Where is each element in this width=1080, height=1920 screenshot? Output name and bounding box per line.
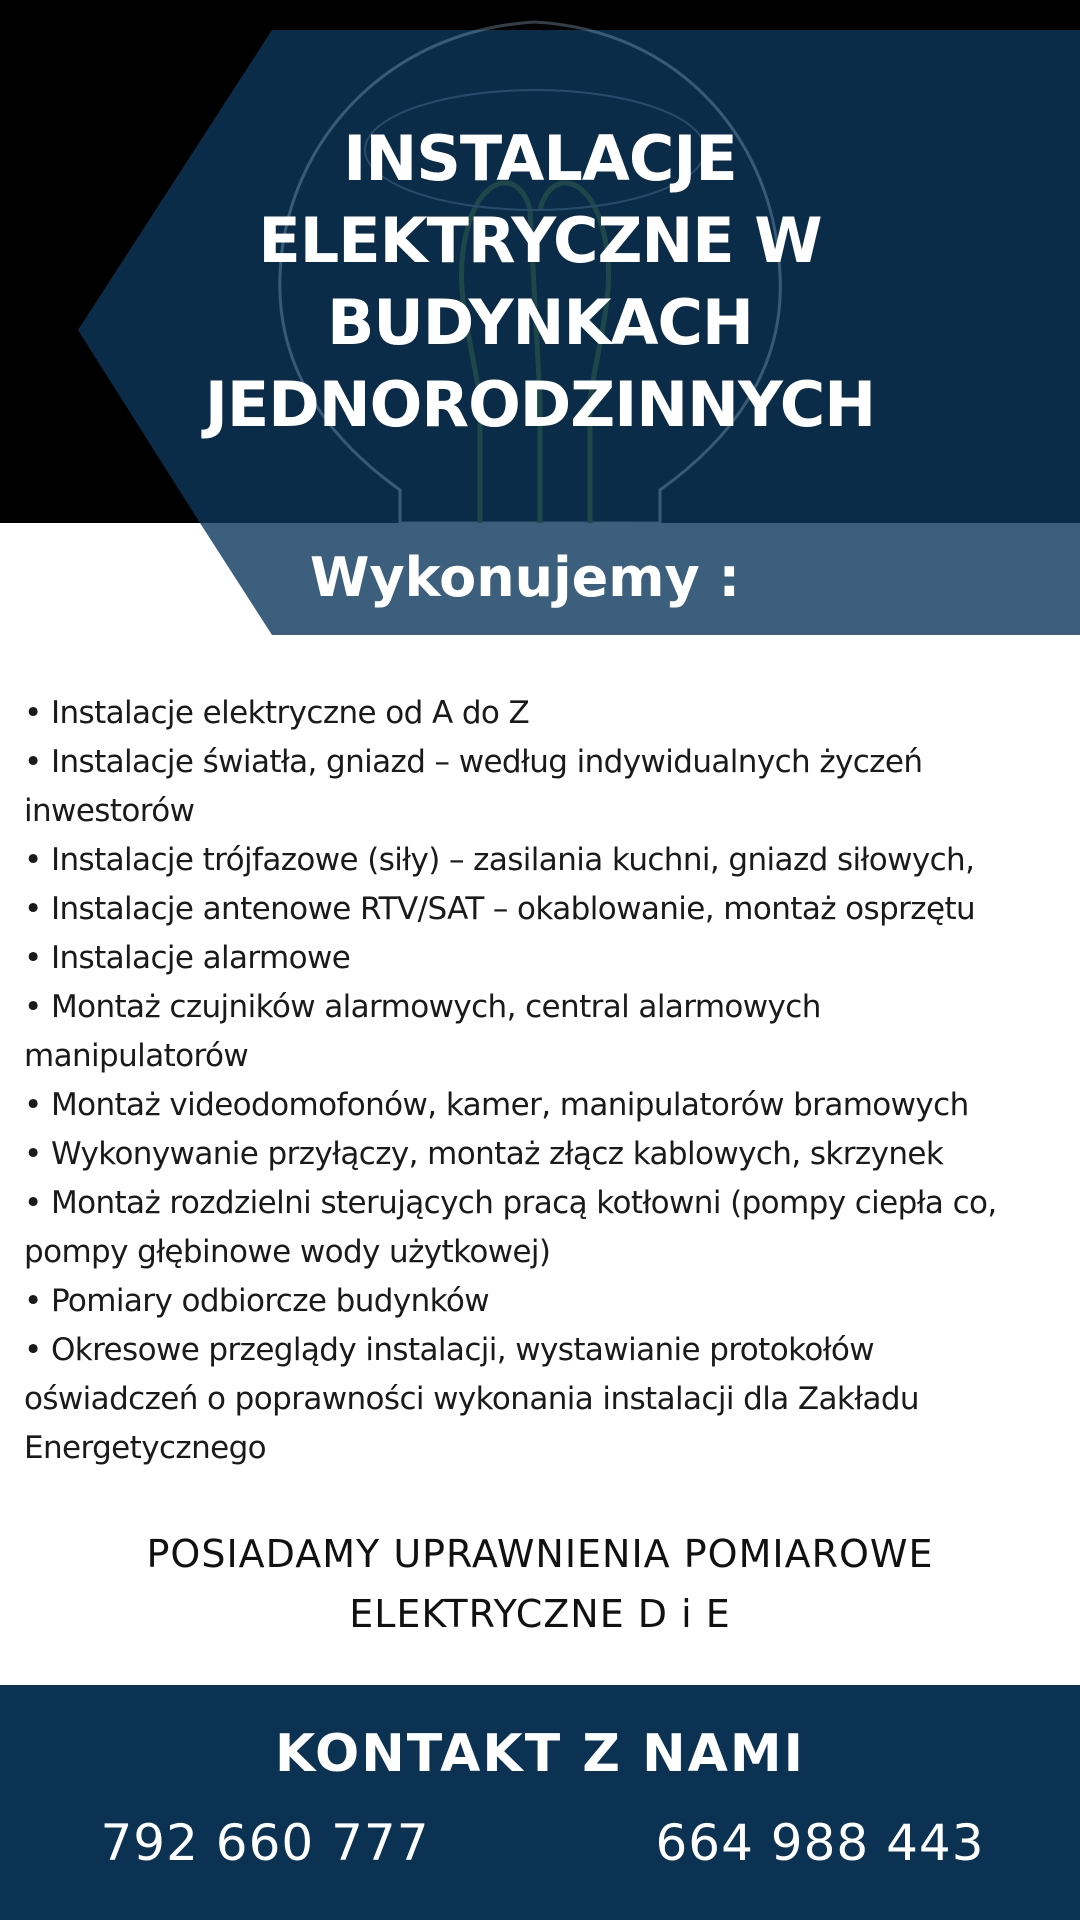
permissions-line: ELEKTRYCZNE D i E bbox=[349, 1592, 731, 1636]
service-list-line: Energetycznego bbox=[24, 1430, 267, 1466]
phone-number-2[interactable]: 664 988 443 bbox=[655, 1814, 985, 1872]
service-list bbox=[24, 689, 1070, 1473]
services-header-bar bbox=[0, 523, 1080, 635]
hero-title-line: ELEKTRYCZNE W bbox=[258, 204, 822, 277]
contact-title: KONTAKT Z NAMI bbox=[275, 1724, 805, 1784]
service-list-line: • Instalacje trójfazowe (siły) – zasilania kuchni, gniazd siłowych, bbox=[24, 842, 975, 878]
service-list-line: • Instalacje alarmowe bbox=[24, 940, 351, 976]
permissions-line: POSIADAMY UPRAWNIENIA POMIAROWE bbox=[146, 1532, 934, 1576]
service-list-line: • Instalacje światła, gniazd – według indywidualnych życzeń bbox=[24, 744, 923, 780]
service-list-line: • Okresowe przeglądy instalacji, wystawianie protokołów bbox=[24, 1332, 875, 1368]
contact-section bbox=[0, 1685, 1080, 1920]
service-list-line: manipulatorów bbox=[24, 1038, 249, 1074]
service-list-line: pompy głębinowe wody użytkowej) bbox=[24, 1234, 551, 1270]
service-list-line: • Pomiary odbiorcze budynków bbox=[24, 1283, 490, 1319]
service-list-line: inwestorów bbox=[24, 793, 195, 829]
service-list-line: • Montaż rozdzielni sterujących pracą kotłowni (pompy ciepła co, bbox=[24, 1185, 997, 1221]
hero-title-line: BUDYNKACH bbox=[327, 286, 753, 359]
hero-title-line: INSTALACJE bbox=[343, 122, 737, 195]
service-list-line: • Montaż czujników alarmowych, central alarmowych bbox=[24, 989, 821, 1025]
hero-title-line: JEDNORODZINNYCH bbox=[204, 368, 876, 441]
service-list-line: • Instalacje elektryczne od A do Z bbox=[24, 695, 530, 731]
phone-number-1[interactable]: 792 660 777 bbox=[100, 1814, 430, 1872]
hero-banner bbox=[0, 0, 1080, 523]
service-list-line: oświadczeń o poprawności wykonania instalacji dla Zakładu bbox=[24, 1381, 919, 1417]
service-list-line: • Montaż videodomofonów, kamer, manipulatorów bramowych bbox=[24, 1087, 969, 1123]
hero-title bbox=[140, 118, 940, 446]
service-list-line: • Wykonywanie przyłączy, montaż złącz kablowych, skrzynek bbox=[24, 1136, 944, 1172]
permissions-statement bbox=[60, 1524, 1020, 1644]
services-heading: Wykonujemy : bbox=[309, 546, 741, 609]
service-list-line: • Instalacje antenowe RTV/SAT – okablowanie, montaż osprzętu bbox=[24, 891, 976, 927]
